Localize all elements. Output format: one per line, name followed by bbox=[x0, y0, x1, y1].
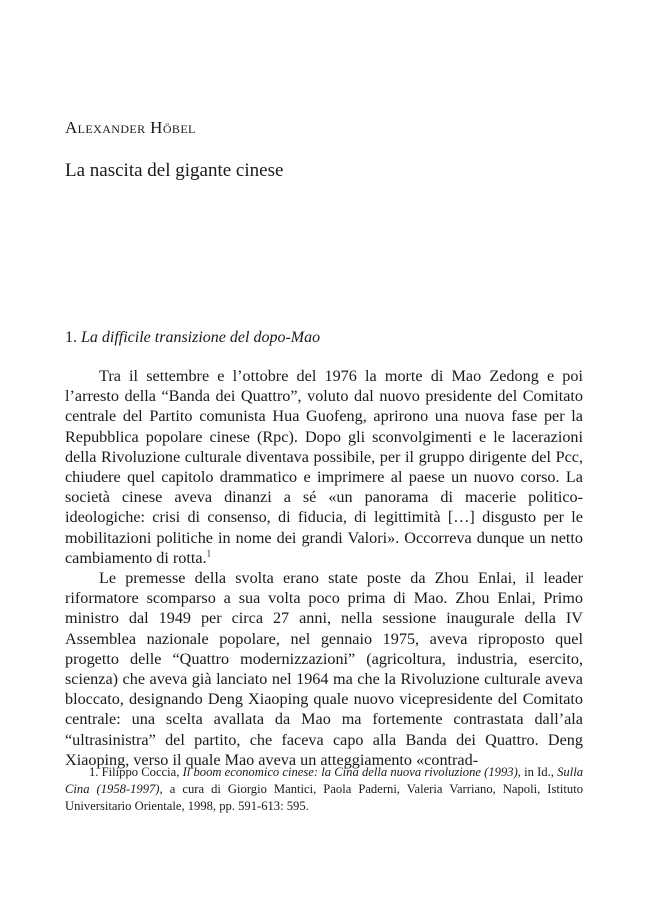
chapter-title: La nascita del gigante cinese bbox=[65, 160, 284, 181]
section-title: La difficile transizione del dopo-Mao bbox=[81, 329, 321, 346]
footnote bbox=[65, 764, 583, 815]
paragraph-text: Le premesse della svolta erano state poste da Zhou Enlai, il leader riformatore scomparso a sua volta poco prima di Mao. Zhou Enlai, Primo ministro dal 1949 per circa 27 anni, nella sessione inaugurale della IV Assemblea nazionale popolare, nel gennaio 1975, aveva riproposto quel progetto delle “Quattro modernizzazioni” (agricoltura, industria, esercito, scienza) che aveva già lanciato nel 1964 ma che la Rivoluzione culturale aveva bloccato, designando Deng Xiaoping quale nuovo vicepresidente del Comitato centrale: una scelta avallata da Mao ma fortemente contrastata dall’ala “ultrasinistra” del partito, che faceva capo alla Banda dei Quattro. Deng Xiaoping, verso il quale Mao aveva un atteggiamento «contrad- bbox=[65, 569, 583, 769]
section-heading bbox=[65, 329, 320, 347]
paragraph-text: Tra il settembre e l’ottobre del 1976 la morte di Mao Zedong e poi l’arresto della “Banda dei Quattro”, voluto dal nuovo presidente del Comitato centrale del Partito comunista Hua Guofeng, aprirono una nuova fase per la Repubblica popolare cinese (Rpc). Dopo gli sconvolgimenti e le lacerazioni della Rivoluzione culturale diventava possibile, per il gruppo dirigente del Pcc, chiudere quel capitolo drammatico e imprimere al paese un nuovo corso. La società cinese aveva dinanzi a sé «un panorama di macerie politico-ideologiche: crisi di consenso, di fiducia, di legittimità […] disgusto per le mobilitazioni politiche in nome dei grandi Valori». Occorreva dunque un netto cambiamento di rotta. bbox=[65, 367, 583, 567]
author-name: Alexander Höbel bbox=[65, 118, 196, 137]
document-page bbox=[65, 0, 583, 910]
footnote-middle: , in Id., bbox=[517, 765, 554, 779]
footnote-text bbox=[65, 764, 583, 815]
paragraph bbox=[65, 568, 583, 770]
footnote-book-title: Sulla Cina (1958-1997) bbox=[65, 765, 583, 796]
footnote-marker[interactable]: 1 bbox=[206, 548, 212, 559]
footnote-work-title: Il boom economico cinese: la Cina della nuova rivoluzione (1993) bbox=[182, 765, 518, 779]
footnote-author: Filippo Coccia, bbox=[101, 765, 180, 779]
section-number: 1. bbox=[65, 329, 77, 346]
footnote-rest: , a cura di Giorgio Mantici, Paola Paderni, Valeria Varriano, Napoli, Istituto Universitario Orientale, 1998, pp. 591-613: 595. bbox=[65, 782, 583, 813]
paragraph bbox=[65, 366, 583, 568]
footnote-number: 1. bbox=[89, 765, 99, 779]
body-text bbox=[65, 366, 583, 770]
